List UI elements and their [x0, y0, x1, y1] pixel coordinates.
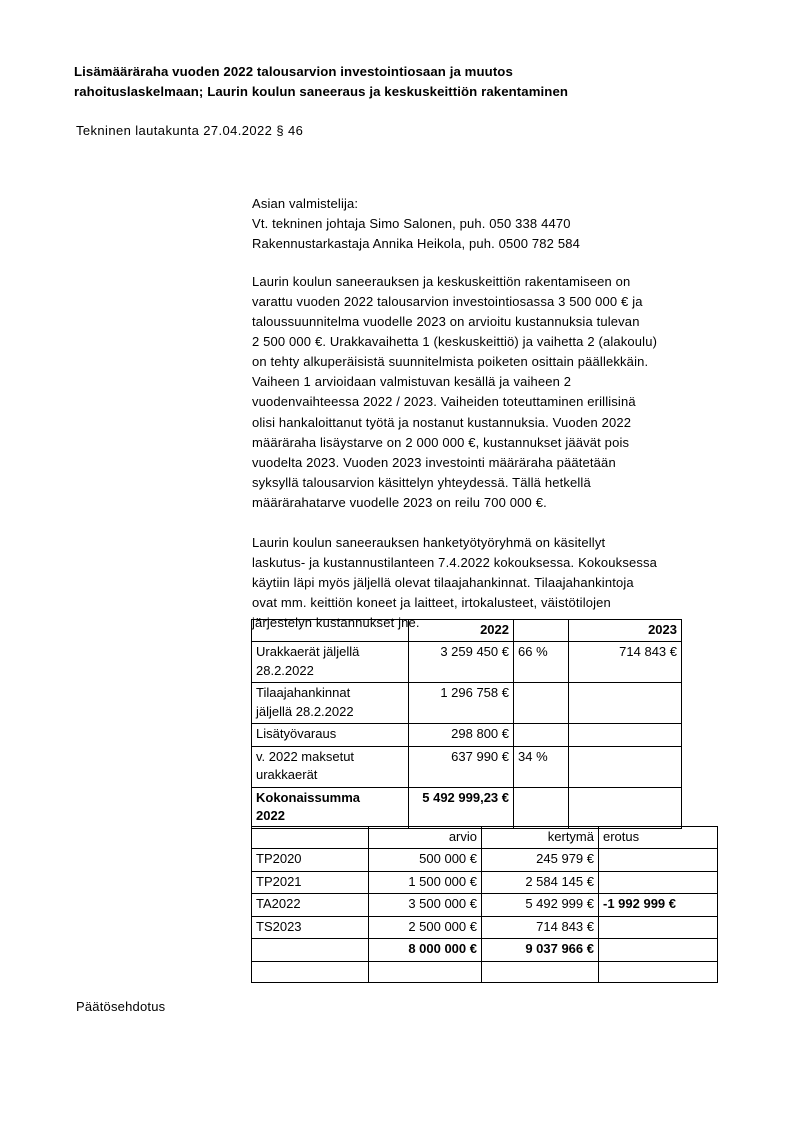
- total-value-2023: [569, 787, 682, 828]
- total-label: [252, 787, 409, 828]
- table-header-cell-blank: [252, 827, 369, 849]
- row-value-share: 34 %: [514, 746, 569, 787]
- row-value-arvio: 1 500 000 €: [369, 871, 482, 893]
- total-label-line-2: 2022: [256, 808, 285, 824]
- paragraph-budget-line: Laurin koulun saneerauksen ja keskuskeittiön rakentamiseen on: [252, 274, 631, 289]
- table-header-cell-erotus: erotus: [599, 827, 718, 849]
- row-value-arvio: 500 000 €: [369, 849, 482, 871]
- preparer-heading: Asian valmistelija:: [252, 196, 359, 211]
- total-value-kertyma: 9 037 966 €: [482, 939, 599, 961]
- row-label: [252, 642, 409, 683]
- page-title-line-1: Lisämääräraha vuoden 2022 talousarvion investointiosaan ja muutos: [74, 64, 513, 79]
- row-value-2022: 1 296 758 €: [409, 683, 514, 724]
- blank-cell: [482, 961, 599, 982]
- row-label-line-1: Lisätyövaraus: [256, 726, 337, 742]
- row-value-2022: 3 259 450 €: [409, 642, 514, 683]
- table-header-cell-kertyma: kertymä: [482, 827, 599, 849]
- paragraph-budget-line: varattu vuoden 2022 talousarvion investointiosassa 3 500 000 € ja: [252, 294, 643, 310]
- row-label-line-1: Tilaajahankinnat: [256, 685, 351, 701]
- paragraph-budget-line: 2 500 000 €. Urakkavaihetta 1 (keskuskeittiö) ja vaihetta 2 (alakoulu): [252, 334, 658, 350]
- table-row: [252, 916, 718, 938]
- row-label: [252, 683, 409, 724]
- yearly-comparison-table: [251, 826, 718, 983]
- total-value-share: [514, 787, 569, 828]
- row-label: [252, 724, 409, 746]
- blank-cell: [252, 961, 369, 982]
- blank-cell: [599, 961, 718, 982]
- preparer-block: [252, 194, 750, 254]
- page-title-line-2: rahoituslaskelmaan; Laurin koulun saneeraus ja keskuskeittiön rakentaminen: [74, 84, 569, 100]
- table-row: [252, 849, 718, 871]
- row-label-line-2: 28.2.2022: [256, 662, 314, 678]
- row-value-kertyma: 714 843 €: [482, 916, 599, 938]
- row-value-kertyma: 5 492 999 €: [482, 894, 599, 916]
- table-header-cell-2022: 2022: [409, 620, 514, 642]
- row-value-arvio: 3 500 000 €: [369, 894, 482, 916]
- preparer-line-2: Rakennustarkastaja Annika Heikola, puh. 0500 782 584: [252, 236, 580, 252]
- row-value-2022: 637 990 €: [409, 746, 514, 787]
- row-value-2022: 298 800 €: [409, 724, 514, 746]
- total-value-erotus: [599, 939, 718, 961]
- table-row: [252, 683, 682, 724]
- row-value-share: [514, 683, 569, 724]
- row-value-kertyma: 2 584 145 €: [482, 871, 599, 893]
- table-header-row: [252, 827, 718, 849]
- table-blank-row: [252, 961, 718, 982]
- row-label-line-2: jäljellä 28.2.2022: [256, 703, 354, 719]
- table-row: [252, 642, 682, 683]
- table-row: [252, 724, 682, 746]
- paragraph-budget-line: vuodelta 2023. Vuoden 2023 investointi määräraha päätetään: [252, 454, 616, 470]
- row-label: TP2020: [252, 849, 369, 871]
- paragraph-workgroup-line: järjestelyn kustannukset jne.: [252, 615, 420, 631]
- paragraph-budget: [252, 272, 750, 513]
- row-value-share: 66 %: [514, 642, 569, 683]
- row-label: [252, 746, 409, 787]
- row-value-erotus: -1 992 999 €: [599, 894, 718, 916]
- paragraph-workgroup-line: ovat mm. keittiön koneet ja laitteet, irtokalusteet, väistötilojen: [252, 595, 611, 611]
- paragraph-budget-line: vuodenvaihteessa 2022 / 2023. Vaiheiden toteuttaminen erillisinä: [252, 394, 636, 410]
- table-header-cell-blank: [252, 620, 409, 642]
- paragraph-workgroup-line: Laurin koulun saneerauksen hanketyötyöryhmä on käsitellyt: [252, 535, 606, 550]
- row-label: TS2023: [252, 916, 369, 938]
- row-label-line-1: Urakkaerät jäljellä: [256, 644, 360, 660]
- row-label: TA2022: [252, 894, 369, 916]
- table-total-row: [252, 939, 718, 961]
- paragraph-workgroup-line: laskutus- ja kustannustilanteen 7.4.2022 kokouksessa. Kokouksessa: [252, 555, 658, 571]
- paragraph-budget-line: on tehty alkuperäisistä suunnitelmista poiketen osittain päällekkäin.: [252, 354, 649, 370]
- table-header-cell-arvio: arvio: [369, 827, 482, 849]
- row-value-erotus: [599, 916, 718, 938]
- row-value-2023: [569, 746, 682, 787]
- paragraph-workgroup-line: käytiin läpi myös jäljellä olevat tilaajahankinnat. Tilaajahankintoja: [252, 575, 634, 591]
- table-header-row: [252, 620, 682, 642]
- row-label-line-1: v. 2022 maksetut: [256, 748, 355, 764]
- costs-table: [251, 619, 682, 829]
- row-value-erotus: [599, 871, 718, 893]
- table-row: [252, 746, 682, 787]
- row-value-2023: [569, 724, 682, 746]
- paragraph-budget-line: olisi hankaloittanut työtä ja nostanut kustannuksia. Vuoden 2022: [252, 414, 632, 430]
- row-label: TP2021: [252, 871, 369, 893]
- decision-proposal-heading: Päätösehdotus: [76, 999, 166, 1014]
- table-row: [252, 894, 718, 916]
- table-header-cell-2023: 2023: [569, 620, 682, 642]
- paragraph-budget-line: määräraha lisäystarve on 2 000 000 €, kustannukset jäävät pois: [252, 434, 630, 450]
- table-row: [252, 871, 718, 893]
- paragraph-budget-line: Vaiheen 1 arvioidaan valmistuvan kesällä ja vaiheen 2: [252, 374, 572, 390]
- total-label: [252, 939, 369, 961]
- blank-cell: [369, 961, 482, 982]
- row-value-2023: [569, 683, 682, 724]
- row-label-line-2: urakkaerät: [256, 767, 318, 783]
- row-value-erotus: [599, 849, 718, 871]
- paragraph-budget-line: taloussuunnitelma vuodelle 2023 on arvioitu kustannuksia tulevan: [252, 314, 640, 330]
- table-header-cell-share: [514, 620, 569, 642]
- total-value-2022: 5 492 999,23 €: [409, 787, 514, 828]
- row-value-share: [514, 724, 569, 746]
- page-title: [74, 62, 714, 102]
- row-value-2023: 714 843 €: [569, 642, 682, 683]
- total-label-line-1: Kokonaissumma: [256, 789, 361, 805]
- row-value-kertyma: 245 979 €: [482, 849, 599, 871]
- meeting-reference: Tekninen lautakunta 27.04.2022 § 46: [76, 123, 304, 138]
- table-total-row: [252, 787, 682, 828]
- row-value-arvio: 2 500 000 €: [369, 916, 482, 938]
- paragraph-budget-line: määrärahatarve vuodelle 2023 on reilu 700 000 €.: [252, 494, 547, 510]
- paragraph-budget-line: syksyllä talousarvion käsittelyn yhteydessä. Tällä hetkellä: [252, 474, 591, 490]
- preparer-line-1: Vt. tekninen johtaja Simo Salonen, puh. 050 338 4470: [252, 216, 571, 232]
- total-value-arvio: 8 000 000 €: [369, 939, 482, 961]
